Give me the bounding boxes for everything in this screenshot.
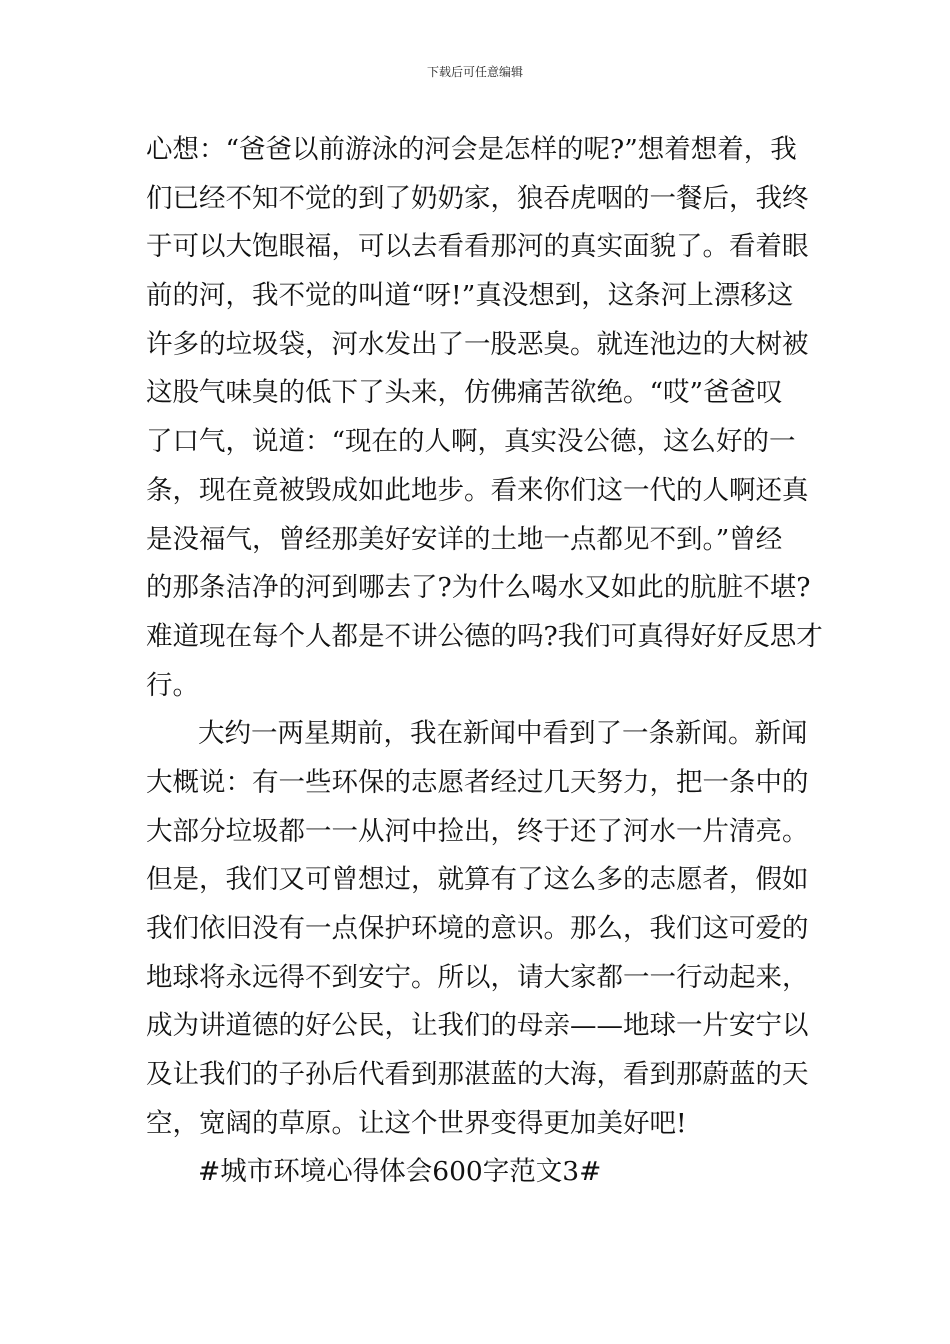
text-line: 行。	[146, 669, 199, 701]
text-line: 这股气味臭的低下了头来，仿佛痛苦欲绝。“哎”爸爸叹	[146, 377, 783, 409]
paragraph	[146, 126, 823, 710]
text-line: 大部分垃圾都一一从河中捡出，终于还了河水一片清亮。	[146, 815, 809, 847]
page-header: 下载后可任意编辑	[426, 65, 523, 79]
text-line: 难道现在每个人都是不讲公德的吗?我们可真得好好反思才	[146, 620, 823, 652]
text-line: 许多的垃圾袋，河水发出了一股恶臭。就连池边的大树被	[146, 328, 809, 360]
text-line: 及让我们的子孙后代看到那湛蓝的大海，看到那蔚蓝的天	[146, 1059, 809, 1091]
text-line: 大约一两星期前，我在新闻中看到了一条新闻。新闻	[198, 718, 808, 750]
text-line: 是没福气，曾经那美好安详的土地一点都见不到。”曾经	[146, 523, 783, 555]
text-line: 但是，我们又可曾想过，就算有了这么多的志愿者，假如	[146, 864, 809, 896]
section-heading-text: #城市环境心得体会600字范文3#	[198, 1156, 602, 1188]
text-line: 于可以大饱眼福，可以去看看那河的真实面貌了。看着眼	[146, 231, 809, 263]
text-line: 了口气，说道：“现在的人啊，真实没公德，这么好的一	[146, 426, 796, 458]
text-line: 前的河，我不觉的叫道“呀!”真没想到，这条河上漂移这	[146, 280, 794, 312]
text-line: 心想：“爸爸以前游泳的河会是怎样的呢?”想着想着，我	[146, 134, 797, 165]
text-line: 空，宽阔的草原。让这个世界变得更加美好吧!	[146, 1107, 687, 1139]
text-line: 我们依旧没有一点保护环境的意识。那么，我们这可爱的	[146, 913, 809, 944]
section-heading	[146, 1148, 810, 1197]
text-line: 地球将永远得不到安宁。所以，请大家都一一行动起来，	[146, 961, 809, 993]
text-line: 成为讲道德的好公民，让我们的母亲——地球一片安宁以	[146, 1010, 809, 1042]
document-body	[146, 126, 823, 1197]
text-line: 大概说：有一些环保的志愿者经过几天努力，把一条中的	[146, 766, 809, 798]
text-line: 的那条洁净的河到哪去了?为什么喝水又如此的肮脏不堪?	[146, 572, 811, 604]
text-line: 们已经不知不觉的到了奶奶家，狼吞虎咽的一餐后，我终	[146, 182, 809, 214]
text-line: 条，现在竟被毁成如此地步。看来你们这一代的人啊还真	[146, 474, 809, 506]
paragraph	[146, 710, 810, 1148]
